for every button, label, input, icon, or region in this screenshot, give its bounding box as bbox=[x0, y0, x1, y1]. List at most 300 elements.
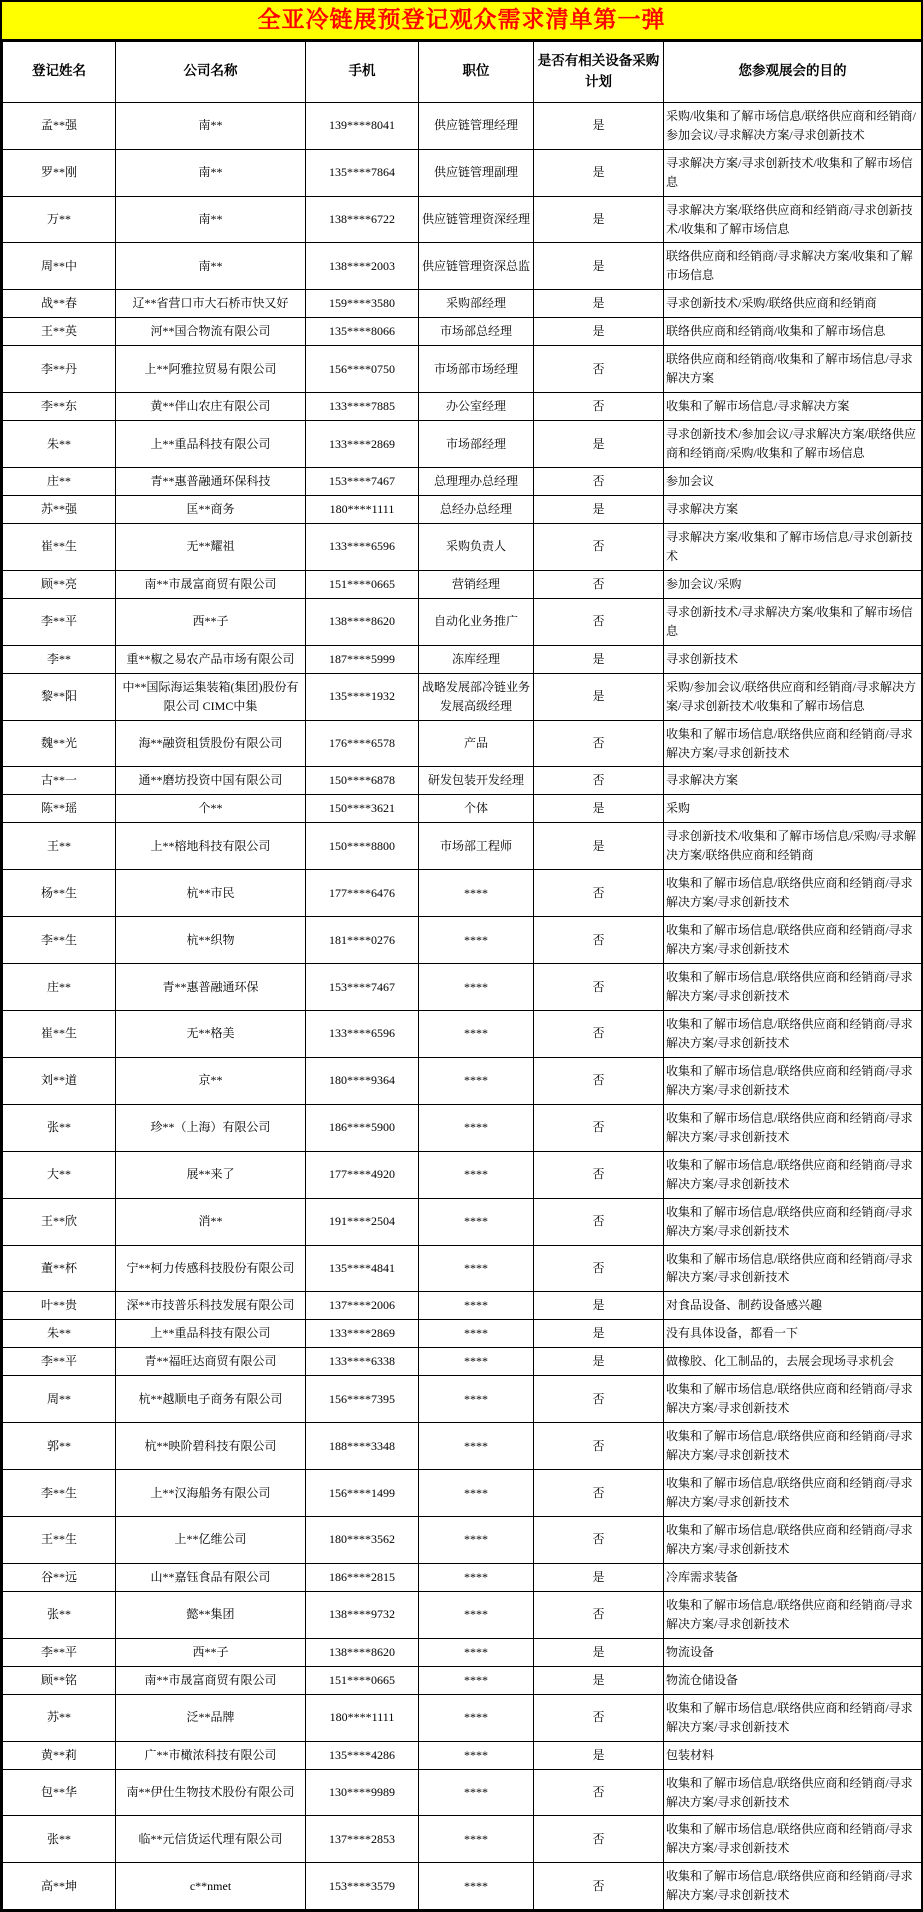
cell-position: **** bbox=[419, 1320, 534, 1348]
cell-phone: 138****8620 bbox=[306, 1638, 419, 1666]
cell-company: 南** bbox=[116, 196, 306, 243]
cell-position: **** bbox=[419, 1563, 534, 1591]
cell-purchase-plan: 是 bbox=[534, 823, 664, 870]
cell-company: 西**子 bbox=[116, 1638, 306, 1666]
cell-purpose: 收集和了解市场信息/寻求解决方案 bbox=[664, 393, 922, 421]
cell-purchase-plan: 是 bbox=[534, 1292, 664, 1320]
cell-name: 王**英 bbox=[3, 318, 116, 346]
cell-position: **** bbox=[419, 964, 534, 1011]
cell-phone: 180****9364 bbox=[306, 1057, 419, 1104]
cell-purchase-plan: 是 bbox=[534, 1666, 664, 1694]
cell-purchase-plan: 是 bbox=[534, 290, 664, 318]
cell-phone: 133****6596 bbox=[306, 523, 419, 570]
table-row bbox=[3, 720, 922, 767]
table-row bbox=[3, 318, 922, 346]
cell-name: 庄** bbox=[3, 964, 116, 1011]
cell-position: **** bbox=[419, 1011, 534, 1058]
cell-company: 南**市晟富商贸有限公司 bbox=[116, 570, 306, 598]
cell-purpose: 联络供应商和经销商/收集和了解市场信息 bbox=[664, 318, 922, 346]
cell-name: 魏**光 bbox=[3, 720, 116, 767]
cell-name: 李**生 bbox=[3, 917, 116, 964]
cell-purchase-plan: 是 bbox=[534, 1348, 664, 1376]
cell-company: 无**格美 bbox=[116, 1011, 306, 1058]
cell-purpose: 参加会议/采购 bbox=[664, 570, 922, 598]
cell-company: 上**汉海船务有限公司 bbox=[116, 1470, 306, 1517]
cell-purpose: 收集和了解市场信息/联络供应商和经销商/寻求解决方案/寻求创新技术 bbox=[664, 870, 922, 917]
table-row bbox=[3, 795, 922, 823]
cell-phone: 133****2869 bbox=[306, 1320, 419, 1348]
cell-purchase-plan: 否 bbox=[534, 1057, 664, 1104]
table-row bbox=[3, 1320, 922, 1348]
table-row bbox=[3, 421, 922, 468]
cell-purchase-plan: 否 bbox=[534, 1104, 664, 1151]
cell-name: 刘**道 bbox=[3, 1057, 116, 1104]
cell-position: 市场部总经理 bbox=[419, 318, 534, 346]
cell-name: 谷**远 bbox=[3, 1563, 116, 1591]
cell-phone: 156****1499 bbox=[306, 1470, 419, 1517]
cell-phone: 137****2853 bbox=[306, 1816, 419, 1863]
cell-position: **** bbox=[419, 1292, 534, 1320]
cell-position: **** bbox=[419, 917, 534, 964]
cell-name: 高**坤 bbox=[3, 1863, 116, 1910]
cell-purpose: 采购/参加会议/联络供应商和经销商/寻求解决方案/寻求创新技术/收集和了解市场信息 bbox=[664, 673, 922, 720]
table-row bbox=[3, 1470, 922, 1517]
cell-name: 郭** bbox=[3, 1423, 116, 1470]
cell-purchase-plan: 否 bbox=[534, 1376, 664, 1423]
cell-phone: 151****0665 bbox=[306, 570, 419, 598]
cell-phone: 188****3348 bbox=[306, 1423, 419, 1470]
cell-phone: 153****7467 bbox=[306, 964, 419, 1011]
cell-purpose: 收集和了解市场信息/联络供应商和经销商/寻求解决方案/寻求创新技术 bbox=[664, 1245, 922, 1292]
cell-purpose: 收集和了解市场信息/联络供应商和经销商/寻求解决方案/寻求创新技术 bbox=[664, 1151, 922, 1198]
cell-purchase-plan: 是 bbox=[534, 318, 664, 346]
cell-phone: 135****4841 bbox=[306, 1245, 419, 1292]
cell-position: **** bbox=[419, 1423, 534, 1470]
cell-purpose: 冷库需求装备 bbox=[664, 1563, 922, 1591]
column-header-purpose: 您参观展会的目的 bbox=[664, 41, 922, 102]
cell-company: 杭**映阶碧科技有限公司 bbox=[116, 1423, 306, 1470]
cell-purpose: 物流设备 bbox=[664, 1638, 922, 1666]
cell-purchase-plan: 是 bbox=[534, 1563, 664, 1591]
cell-purchase-plan: 否 bbox=[534, 870, 664, 917]
cell-purpose: 寻求解决方案/联络供应商和经销商/寻求创新技术/收集和了解市场信息 bbox=[664, 196, 922, 243]
cell-purpose: 收集和了解市场信息/联络供应商和经销商/寻求解决方案/寻求创新技术 bbox=[664, 1863, 922, 1910]
cell-company: 青**惠普融通环保科技 bbox=[116, 468, 306, 496]
cell-company: 辽**省营口市大石桥市快又好 bbox=[116, 290, 306, 318]
cell-name: 黎**阳 bbox=[3, 673, 116, 720]
cell-name: 崔**生 bbox=[3, 523, 116, 570]
column-header-purchase-plan: 是否有相关设备采购计划 bbox=[534, 41, 664, 102]
cell-company: 通**磨坊投资中国有限公司 bbox=[116, 767, 306, 795]
cell-purpose: 收集和了解市场信息/联络供应商和经销商/寻求解决方案/寻求创新技术 bbox=[664, 1591, 922, 1638]
cell-purchase-plan: 否 bbox=[534, 1470, 664, 1517]
cell-company: 宁**柯力传感科技股份有限公司 bbox=[116, 1245, 306, 1292]
table-row bbox=[3, 1666, 922, 1694]
cell-name: 庄** bbox=[3, 468, 116, 496]
table-row bbox=[3, 1198, 922, 1245]
cell-company: 展**来了 bbox=[116, 1151, 306, 1198]
cell-company: 懿**集团 bbox=[116, 1591, 306, 1638]
cell-purpose: 寻求创新技术 bbox=[664, 645, 922, 673]
cell-position: **** bbox=[419, 1638, 534, 1666]
cell-position: **** bbox=[419, 1104, 534, 1151]
cell-purpose: 没有具体设备，都看一下 bbox=[664, 1320, 922, 1348]
cell-purpose: 收集和了解市场信息/联络供应商和经销商/寻求解决方案/寻求创新技术 bbox=[664, 1769, 922, 1816]
cell-name: 张** bbox=[3, 1816, 116, 1863]
cell-phone: 187****5999 bbox=[306, 645, 419, 673]
cell-position: 市场部工程师 bbox=[419, 823, 534, 870]
cell-company: 临**元信货运代理有限公司 bbox=[116, 1816, 306, 1863]
cell-company: 中**国际海运集装箱(集团)股份有限公司 CIMC中集 bbox=[116, 673, 306, 720]
cell-name: 朱** bbox=[3, 1320, 116, 1348]
cell-name: 崔**生 bbox=[3, 1011, 116, 1058]
cell-purchase-plan: 是 bbox=[534, 149, 664, 196]
cell-name: 顾**亮 bbox=[3, 570, 116, 598]
table-row bbox=[3, 673, 922, 720]
cell-position: 营销经理 bbox=[419, 570, 534, 598]
cell-position: 个体 bbox=[419, 795, 534, 823]
cell-purchase-plan: 否 bbox=[534, 1591, 664, 1638]
table-row bbox=[3, 823, 922, 870]
cell-phone: 150****3621 bbox=[306, 795, 419, 823]
cell-phone: 133****2869 bbox=[306, 421, 419, 468]
cell-purchase-plan: 否 bbox=[534, 523, 664, 570]
cell-purchase-plan: 否 bbox=[534, 1198, 664, 1245]
cell-position: **** bbox=[419, 1666, 534, 1694]
table-row bbox=[3, 870, 922, 917]
cell-position: 供应链管理副理 bbox=[419, 149, 534, 196]
cell-phone: 156****0750 bbox=[306, 346, 419, 393]
cell-name: 杨**生 bbox=[3, 870, 116, 917]
cell-purchase-plan: 是 bbox=[534, 1320, 664, 1348]
cell-company: 上**重品科技有限公司 bbox=[116, 1320, 306, 1348]
cell-company: c**nmet bbox=[116, 1863, 306, 1910]
table-row bbox=[3, 1292, 922, 1320]
cell-phone: 135****4286 bbox=[306, 1741, 419, 1769]
cell-name: 李**平 bbox=[3, 1348, 116, 1376]
table-row bbox=[3, 1348, 922, 1376]
table-row bbox=[3, 1245, 922, 1292]
cell-position: 采购部经理 bbox=[419, 290, 534, 318]
cell-purpose: 寻求解决方案 bbox=[664, 495, 922, 523]
cell-purchase-plan: 是 bbox=[534, 102, 664, 149]
cell-company: 青**惠普融通环保 bbox=[116, 964, 306, 1011]
cell-purchase-plan: 否 bbox=[534, 1816, 664, 1863]
cell-phone: 156****7395 bbox=[306, 1376, 419, 1423]
table-row bbox=[3, 645, 922, 673]
cell-purpose: 做橡胶、化工制品的，去展会现场寻求机会 bbox=[664, 1348, 922, 1376]
cell-purpose: 联络供应商和经销商/寻求解决方案/收集和了解市场信息 bbox=[664, 243, 922, 290]
table-row bbox=[3, 468, 922, 496]
cell-position: 供应链管理经理 bbox=[419, 102, 534, 149]
cell-purchase-plan: 否 bbox=[534, 346, 664, 393]
cell-purpose: 寻求创新技术/采购/联络供应商和经销商 bbox=[664, 290, 922, 318]
cell-phone: 186****5900 bbox=[306, 1104, 419, 1151]
cell-position: **** bbox=[419, 1769, 534, 1816]
table-row bbox=[3, 1011, 922, 1058]
cell-name: 大** bbox=[3, 1151, 116, 1198]
cell-position: **** bbox=[419, 1376, 534, 1423]
cell-purpose: 收集和了解市场信息/联络供应商和经销商/寻求解决方案/寻求创新技术 bbox=[664, 1376, 922, 1423]
table-row bbox=[3, 1816, 922, 1863]
cell-name: 王** bbox=[3, 823, 116, 870]
cell-purchase-plan: 否 bbox=[534, 917, 664, 964]
table-row bbox=[3, 149, 922, 196]
cell-purpose: 收集和了解市场信息/联络供应商和经销商/寻求解决方案/寻求创新技术 bbox=[664, 1816, 922, 1863]
cell-purpose: 寻求创新技术/收集和了解市场信息/采购/寻求解决方案/联络供应商和经销商 bbox=[664, 823, 922, 870]
cell-name: 李**生 bbox=[3, 1470, 116, 1517]
cell-name: 王**生 bbox=[3, 1517, 116, 1564]
cell-purpose: 寻求创新技术/寻求解决方案/收集和了解市场信息 bbox=[664, 598, 922, 645]
table-row bbox=[3, 1741, 922, 1769]
cell-company: 上**重品科技有限公司 bbox=[116, 421, 306, 468]
cell-purpose: 寻求解决方案/收集和了解市场信息/寻求创新技术 bbox=[664, 523, 922, 570]
cell-name: 叶**贵 bbox=[3, 1292, 116, 1320]
cell-phone: 135****7864 bbox=[306, 149, 419, 196]
cell-position: **** bbox=[419, 1741, 534, 1769]
table-row bbox=[3, 1423, 922, 1470]
cell-name: 张** bbox=[3, 1591, 116, 1638]
cell-name: 孟**强 bbox=[3, 102, 116, 149]
cell-phone: 180****1111 bbox=[306, 495, 419, 523]
cell-purchase-plan: 是 bbox=[534, 495, 664, 523]
cell-phone: 159****3580 bbox=[306, 290, 419, 318]
cell-position: 冻库经理 bbox=[419, 645, 534, 673]
cell-phone: 138****8620 bbox=[306, 598, 419, 645]
cell-company: 南** bbox=[116, 102, 306, 149]
cell-name: 陈**瑶 bbox=[3, 795, 116, 823]
cell-company: 泛**品牌 bbox=[116, 1694, 306, 1741]
cell-phone: 137****2006 bbox=[306, 1292, 419, 1320]
table-row bbox=[3, 1151, 922, 1198]
table-row bbox=[3, 1694, 922, 1741]
cell-position: **** bbox=[419, 1470, 534, 1517]
cell-company: 南**伊仕生物技术股份有限公司 bbox=[116, 1769, 306, 1816]
cell-phone: 135****1932 bbox=[306, 673, 419, 720]
table-row bbox=[3, 1517, 922, 1564]
cell-purchase-plan: 否 bbox=[534, 1423, 664, 1470]
cell-position: 供应链管理资深总监 bbox=[419, 243, 534, 290]
cell-purpose: 包装材料 bbox=[664, 1741, 922, 1769]
cell-name: 王**欣 bbox=[3, 1198, 116, 1245]
cell-purchase-plan: 否 bbox=[534, 468, 664, 496]
cell-purchase-plan: 是 bbox=[534, 645, 664, 673]
cell-phone: 138****9732 bbox=[306, 1591, 419, 1638]
cell-purchase-plan: 是 bbox=[534, 421, 664, 468]
cell-name: 周**中 bbox=[3, 243, 116, 290]
column-header-position: 职位 bbox=[419, 41, 534, 102]
cell-purchase-plan: 否 bbox=[534, 1011, 664, 1058]
cell-purpose: 寻求解决方案 bbox=[664, 767, 922, 795]
cell-phone: 180****3562 bbox=[306, 1517, 419, 1564]
cell-phone: 176****6578 bbox=[306, 720, 419, 767]
cell-position: **** bbox=[419, 870, 534, 917]
cell-purchase-plan: 否 bbox=[534, 393, 664, 421]
table-row bbox=[3, 346, 922, 393]
cell-company: 海**融资租赁股份有限公司 bbox=[116, 720, 306, 767]
cell-purchase-plan: 否 bbox=[534, 1517, 664, 1564]
cell-purchase-plan: 否 bbox=[534, 767, 664, 795]
table-row bbox=[3, 102, 922, 149]
table-row bbox=[3, 1863, 922, 1910]
cell-company: 河**国合物流有限公司 bbox=[116, 318, 306, 346]
cell-position: 采购负责人 bbox=[419, 523, 534, 570]
cell-company: 匡**商务 bbox=[116, 495, 306, 523]
cell-purchase-plan: 否 bbox=[534, 1151, 664, 1198]
cell-company: 上**榕地科技有限公司 bbox=[116, 823, 306, 870]
cell-company: 上**阿雅拉贸易有限公司 bbox=[116, 346, 306, 393]
cell-company: 青**福旺达商贸有限公司 bbox=[116, 1348, 306, 1376]
cell-purchase-plan: 否 bbox=[534, 1769, 664, 1816]
table-row bbox=[3, 598, 922, 645]
table-row bbox=[3, 917, 922, 964]
cell-phone: 153****3579 bbox=[306, 1863, 419, 1910]
cell-purpose: 收集和了解市场信息/联络供应商和经销商/寻求解决方案/寻求创新技术 bbox=[664, 964, 922, 1011]
cell-purpose: 参加会议 bbox=[664, 468, 922, 496]
cell-purchase-plan: 否 bbox=[534, 964, 664, 1011]
cell-name: 罗**刚 bbox=[3, 149, 116, 196]
table-row bbox=[3, 1057, 922, 1104]
cell-name: 古**一 bbox=[3, 767, 116, 795]
cell-position: **** bbox=[419, 1816, 534, 1863]
cell-company: 杭**市民 bbox=[116, 870, 306, 917]
cell-name: 李**丹 bbox=[3, 346, 116, 393]
cell-phone: 133****6338 bbox=[306, 1348, 419, 1376]
cell-purchase-plan: 否 bbox=[534, 1694, 664, 1741]
cell-company: 重**椒之易农产品市场有限公司 bbox=[116, 645, 306, 673]
cell-purpose: 寻求创新技术/参加会议/寻求解决方案/联络供应商和经销商/采购/收集和了解市场信息 bbox=[664, 421, 922, 468]
table-row bbox=[3, 1591, 922, 1638]
cell-phone: 133****7885 bbox=[306, 393, 419, 421]
cell-name: 李**东 bbox=[3, 393, 116, 421]
cell-purchase-plan: 是 bbox=[534, 673, 664, 720]
cell-phone: 130****9989 bbox=[306, 1769, 419, 1816]
cell-name: 朱** bbox=[3, 421, 116, 468]
cell-purchase-plan: 是 bbox=[534, 243, 664, 290]
cell-purchase-plan: 否 bbox=[534, 1245, 664, 1292]
cell-purpose: 收集和了解市场信息/联络供应商和经销商/寻求解决方案/寻求创新技术 bbox=[664, 917, 922, 964]
cell-purchase-plan: 是 bbox=[534, 795, 664, 823]
cell-position: 办公室经理 bbox=[419, 393, 534, 421]
cell-purchase-plan: 否 bbox=[534, 570, 664, 598]
cell-purpose: 收集和了解市场信息/联络供应商和经销商/寻求解决方案/寻求创新技术 bbox=[664, 1517, 922, 1564]
table-row bbox=[3, 495, 922, 523]
cell-position: **** bbox=[419, 1057, 534, 1104]
cell-name: 包**华 bbox=[3, 1769, 116, 1816]
cell-phone: 139****8041 bbox=[306, 102, 419, 149]
cell-position: **** bbox=[419, 1151, 534, 1198]
cell-purpose: 收集和了解市场信息/联络供应商和经销商/寻求解决方案/寻求创新技术 bbox=[664, 1104, 922, 1151]
cell-company: 京** bbox=[116, 1057, 306, 1104]
table-row bbox=[3, 523, 922, 570]
cell-position: 产品 bbox=[419, 720, 534, 767]
cell-phone: 177****4920 bbox=[306, 1151, 419, 1198]
cell-phone: 186****2815 bbox=[306, 1563, 419, 1591]
cell-phone: 133****6596 bbox=[306, 1011, 419, 1058]
table-row bbox=[3, 767, 922, 795]
cell-position: **** bbox=[419, 1348, 534, 1376]
cell-company: 个** bbox=[116, 795, 306, 823]
cell-company: 杭**越顺电子商务有限公司 bbox=[116, 1376, 306, 1423]
cell-purpose: 收集和了解市场信息/联络供应商和经销商/寻求解决方案/寻求创新技术 bbox=[664, 1423, 922, 1470]
cell-position: **** bbox=[419, 1591, 534, 1638]
cell-company: 南** bbox=[116, 243, 306, 290]
cell-name: 顾**铭 bbox=[3, 1666, 116, 1694]
cell-purpose: 收集和了解市场信息/联络供应商和经销商/寻求解决方案/寻求创新技术 bbox=[664, 1198, 922, 1245]
cell-name: 黄**莉 bbox=[3, 1741, 116, 1769]
cell-phone: 181****0276 bbox=[306, 917, 419, 964]
cell-phone: 151****0665 bbox=[306, 1666, 419, 1694]
table-row bbox=[3, 196, 922, 243]
column-header-phone: 手机 bbox=[306, 41, 419, 102]
cell-purchase-plan: 否 bbox=[534, 1863, 664, 1910]
table-row bbox=[3, 1638, 922, 1666]
cell-purchase-plan: 否 bbox=[534, 598, 664, 645]
cell-name: 李**平 bbox=[3, 598, 116, 645]
table-row bbox=[3, 393, 922, 421]
cell-company: 珍**（上海）有限公司 bbox=[116, 1104, 306, 1151]
cell-purpose: 对食品设备、制药设备感兴趣 bbox=[664, 1292, 922, 1320]
cell-company: 杭**织物 bbox=[116, 917, 306, 964]
cell-phone: 153****7467 bbox=[306, 468, 419, 496]
cell-position: 自动化业务推广 bbox=[419, 598, 534, 645]
cell-purpose: 物流仓储设备 bbox=[664, 1666, 922, 1694]
cell-position: 供应链管理资深经理 bbox=[419, 196, 534, 243]
cell-company: 上**亿维公司 bbox=[116, 1517, 306, 1564]
cell-position: 总经办总经理 bbox=[419, 495, 534, 523]
cell-purpose: 联络供应商和经销商/收集和了解市场信息/寻求解决方案 bbox=[664, 346, 922, 393]
cell-position: **** bbox=[419, 1517, 534, 1564]
cell-purchase-plan: 是 bbox=[534, 1741, 664, 1769]
cell-purchase-plan: 是 bbox=[534, 1638, 664, 1666]
cell-name: 苏** bbox=[3, 1694, 116, 1741]
cell-purpose: 收集和了解市场信息/联络供应商和经销商/寻求解决方案/寻求创新技术 bbox=[664, 1694, 922, 1741]
cell-company: 山**嘉钰食品有限公司 bbox=[116, 1563, 306, 1591]
cell-purpose: 收集和了解市场信息/联络供应商和经销商/寻求解决方案/寻求创新技术 bbox=[664, 1057, 922, 1104]
table-row bbox=[3, 1104, 922, 1151]
cell-purpose: 采购/收集和了解市场信息/联络供应商和经销商/参加会议/寻求解决方案/寻求创新技术 bbox=[664, 102, 922, 149]
cell-name: 战**春 bbox=[3, 290, 116, 318]
cell-position: 总理理办总经理 bbox=[419, 468, 534, 496]
cell-purpose: 收集和了解市场信息/联络供应商和经销商/寻求解决方案/寻求创新技术 bbox=[664, 1011, 922, 1058]
cell-position: 市场部市场经理 bbox=[419, 346, 534, 393]
cell-phone: 191****2504 bbox=[306, 1198, 419, 1245]
table-row bbox=[3, 1769, 922, 1816]
cell-company: 黄**伴山农庄有限公司 bbox=[116, 393, 306, 421]
column-header-name: 登记姓名 bbox=[3, 41, 116, 102]
table-row bbox=[3, 964, 922, 1011]
cell-purpose: 收集和了解市场信息/联络供应商和经销商/寻求解决方案/寻求创新技术 bbox=[664, 720, 922, 767]
cell-name: 董**杯 bbox=[3, 1245, 116, 1292]
cell-company: 广**市橄浓科技有限公司 bbox=[116, 1741, 306, 1769]
cell-purpose: 采购 bbox=[664, 795, 922, 823]
column-header-company: 公司名称 bbox=[116, 41, 306, 102]
page-title: 全亚冷链展预登记观众需求清单第一弹 bbox=[2, 2, 921, 41]
table-row bbox=[3, 243, 922, 290]
registration-table bbox=[2, 41, 922, 1910]
cell-company: 消** bbox=[116, 1198, 306, 1245]
cell-position: 市场部经理 bbox=[419, 421, 534, 468]
cell-company: 西**子 bbox=[116, 598, 306, 645]
cell-phone: 138****2003 bbox=[306, 243, 419, 290]
cell-company: 南** bbox=[116, 149, 306, 196]
cell-purchase-plan: 是 bbox=[534, 196, 664, 243]
cell-position: **** bbox=[419, 1694, 534, 1741]
cell-position: **** bbox=[419, 1198, 534, 1245]
cell-name: 李** bbox=[3, 645, 116, 673]
table-header-row bbox=[3, 41, 922, 102]
cell-phone: 180****1111 bbox=[306, 1694, 419, 1741]
